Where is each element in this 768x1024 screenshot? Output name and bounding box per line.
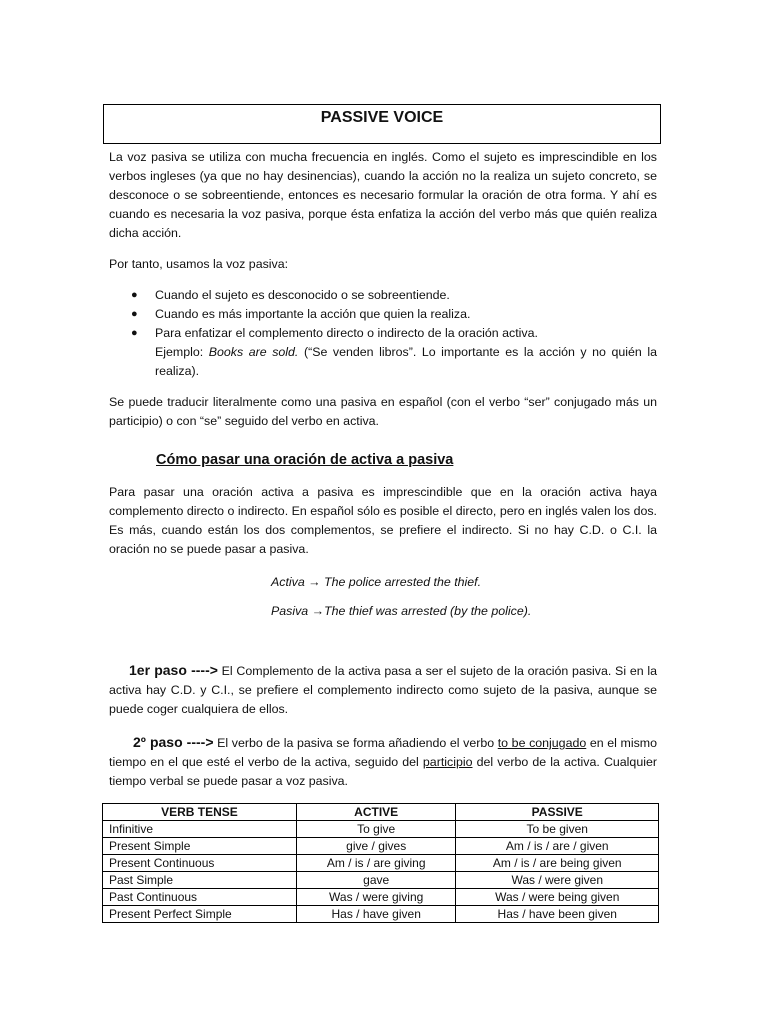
table-cell: Has / have been given (456, 906, 659, 923)
ejemplo-prefix: Ejemplo: (155, 345, 209, 359)
document-page (109, 104, 657, 923)
header-verb-tense: VERB TENSE (103, 804, 297, 821)
table-cell: To be given (456, 821, 659, 838)
step2-text-b: en el mismo tiempo en el que esté el verbo de la activa, seguido del (109, 736, 657, 769)
por-tanto-paragraph: Por tanto, usamos la voz pasiva: (109, 257, 289, 271)
table-row (103, 821, 659, 838)
ejemplo-suffix: (“Se venden libros”. Lo importante es la acción y no quién la realiza). (155, 345, 658, 378)
page-title: PASSIVE VOICE (103, 104, 661, 144)
list-item: ● Cuando es más importante la acción que quien la realiza. (109, 305, 657, 324)
ejemplo-paragraph (109, 343, 657, 381)
table-header-row (103, 804, 659, 821)
table-cell: Am / is / are being given (456, 855, 659, 872)
step1-text: El Complemento de la activa pasa a ser el sujeto de la oración pasiva. Si en la activa hay C.D. y C.I., se prefiere el complemento indirecto como sujeto de la pasiva, aunque se puede coger cualquiera de ellos. (109, 664, 657, 716)
table-row (103, 906, 659, 923)
table-cell: Was / were giving (296, 889, 456, 906)
table-cell: gave (296, 872, 456, 889)
step2-underline-b: participio (422, 755, 473, 769)
table-row (103, 855, 659, 872)
section-heading: Cómo pasar una oración de activa a pasiva (156, 452, 454, 468)
ejemplo-italic: Books are sold. (208, 345, 299, 359)
table-cell: Was / were being given (456, 889, 659, 906)
traducir-paragraph: Se puede traducir literalmente como una pasiva en español (con el verbo “ser” conjugado más un participio) o con “se” seguido del verbo en activa. (109, 395, 657, 428)
table-cell: Am / is / are giving (296, 855, 456, 872)
table-cell: give / gives (296, 838, 456, 855)
table-cell: Present Simple (103, 838, 297, 855)
header-passive: PASSIVE (456, 804, 659, 821)
table-cell: Past Simple (103, 872, 297, 889)
step1-label: 1er paso ----> (129, 662, 218, 678)
table-cell: To give (296, 821, 456, 838)
table-row (103, 889, 659, 906)
step2-text-c: del verbo de la activa. Cualquier tiempo verbal se puede pasar a voz pasiva. (109, 755, 657, 788)
header-active: ACTIVE (296, 804, 456, 821)
step1-paragraph (109, 661, 657, 719)
para-pasar-paragraph: Para pasar una oración activa a pasiva es imprescindible que en la oración activa haya complemento directo o indirecto. En español sólo es posible el directo, pero en inglés valen los dos. Es más, cuando están los dos complementos, se prefiere el indirecto. Si no hay C.D. o C.I. la oración no se puede pasar a pasiva. (109, 485, 657, 556)
table-cell: Present Perfect Simple (103, 906, 297, 923)
table-cell: Present Continuous (103, 855, 297, 872)
step2-label: 2º paso ----> (133, 734, 214, 750)
step2-text-a: El verbo de la pasiva se forma añadiendo el verbo (213, 736, 498, 750)
list-item: ● Cuando el sujeto es desconocido o se sobreentiende. (109, 286, 657, 305)
table-row (103, 872, 659, 889)
table-cell: Past Continuous (103, 889, 297, 906)
table-row (103, 838, 659, 855)
table-cell: Infinitive (103, 821, 297, 838)
step2-underline-a: to be conjugado (497, 736, 587, 750)
uses-list (109, 286, 657, 343)
example-active: Activa → The police arrested the thief. (271, 575, 482, 589)
example-passive: Pasiva →The thief was arrested (by the police). (271, 604, 532, 618)
table-cell: Am / is / are / given (456, 838, 659, 855)
step2-paragraph (109, 733, 657, 791)
verb-tense-table (102, 803, 659, 923)
list-item: ● Para enfatizar el complemento directo o indirecto de la oración activa. (109, 324, 657, 343)
intro-paragraph: La voz pasiva se utiliza con mucha frecuencia en inglés. Como el sujeto es imprescindible en los verbos ingleses (ya que no hay desinencias), cuando la acción no la realiza un sujeto concreto, se desconoce o se sobreentiende, entonces es necesario formular la oración de otra forma. Y ahí es cuando es necesaria la voz pasiva, porque ésta enfatiza la acción del verbo más que quién realiza dicha acción. (109, 150, 657, 240)
table-cell: Has / have given (296, 906, 456, 923)
table-cell: Was / were given (456, 872, 659, 889)
